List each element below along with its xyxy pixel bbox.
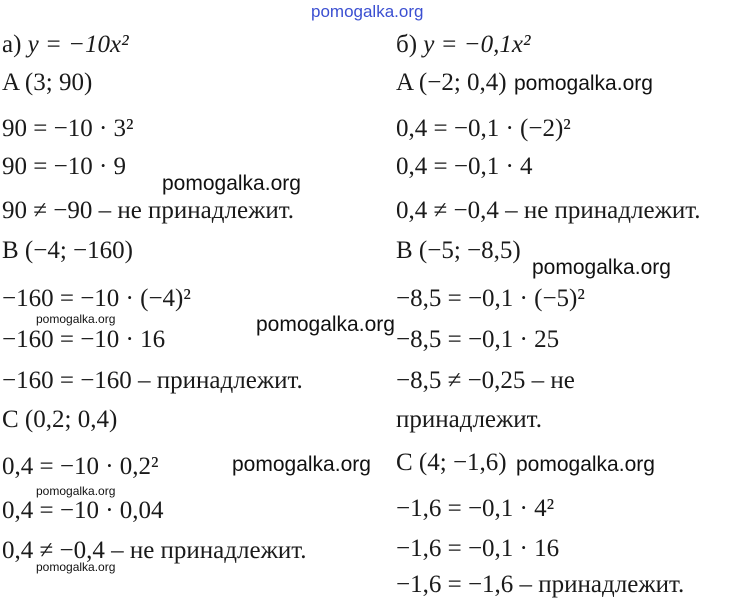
right-point-c: C (4; −1,6) bbox=[396, 449, 507, 476]
watermark: pomogalka.org bbox=[36, 312, 116, 326]
watermark: pomogalka.org bbox=[36, 560, 116, 574]
right-a-result: 0,4 ≠ −0,4 – не принадлежит. bbox=[396, 197, 701, 224]
watermark: pomogalka.org bbox=[162, 172, 301, 195]
right-b-result-line-2: принадлежит. bbox=[396, 406, 542, 433]
left-a-step-1: 90 = −10 · 3² bbox=[2, 115, 134, 142]
left-b-step-2: −160 = −10 · 16 bbox=[2, 326, 166, 353]
left-point-a: A (3; 90) bbox=[2, 69, 93, 96]
watermark: pomogalka.org bbox=[514, 72, 653, 95]
watermark: pomogalka.org bbox=[532, 256, 671, 279]
left-b-result: −160 = −160 – принадлежит. bbox=[2, 367, 303, 394]
right-point-b: B (−5; −8,5) bbox=[396, 237, 521, 264]
left-a-step-2: 90 = −10 · 9 bbox=[2, 153, 127, 180]
left-point-c: C (0,2; 0,4) bbox=[2, 406, 118, 433]
watermark: pomogalka.org bbox=[232, 453, 371, 476]
watermark: pomogalka.org bbox=[516, 453, 655, 476]
left-c-step-1: 0,4 = −10 · 0,2² bbox=[2, 453, 159, 480]
left-b-step-1: −160 = −10 · (−4)² bbox=[2, 285, 191, 312]
right-heading-label: б) bbox=[396, 31, 418, 58]
watermark: pomogalka.org bbox=[256, 313, 395, 336]
right-c-step-1: −1,6 = −0,1 · 4² bbox=[396, 495, 555, 522]
right-a-step-2: 0,4 = −0,1 · 4 bbox=[396, 153, 533, 180]
right-a-step-1: 0,4 = −0,1 · (−2)² bbox=[396, 115, 571, 142]
watermark-top: pomogalka.org bbox=[311, 2, 424, 21]
right-heading bbox=[396, 30, 530, 60]
left-heading-label: а) bbox=[2, 31, 22, 58]
right-c-result: −1,6 = −1,6 – принадлежит. bbox=[396, 571, 685, 598]
right-b-result-line-1: −8,5 ≠ −0,25 – не bbox=[396, 367, 575, 394]
right-b-step-1: −8,5 = −0,1 · (−5)² bbox=[396, 285, 585, 312]
left-heading bbox=[2, 30, 129, 60]
left-c-result: 0,4 ≠ −0,4 – не принадлежит. bbox=[2, 537, 307, 564]
left-point-b: B (−4; −160) bbox=[2, 237, 133, 264]
left-function: y = −10x² bbox=[27, 31, 129, 58]
right-c-step-2: −1,6 = −0,1 · 16 bbox=[396, 535, 560, 562]
right-b-step-2: −8,5 = −0,1 · 25 bbox=[396, 326, 560, 353]
right-function: y = −0,1x² bbox=[423, 31, 531, 58]
left-c-step-2: 0,4 = −10 · 0,04 bbox=[2, 497, 164, 524]
watermark: pomogalka.org bbox=[36, 484, 116, 498]
left-a-result: 90 ≠ −90 – не принадлежит. bbox=[2, 197, 295, 224]
right-point-a: A (−2; 0,4) bbox=[396, 69, 507, 96]
